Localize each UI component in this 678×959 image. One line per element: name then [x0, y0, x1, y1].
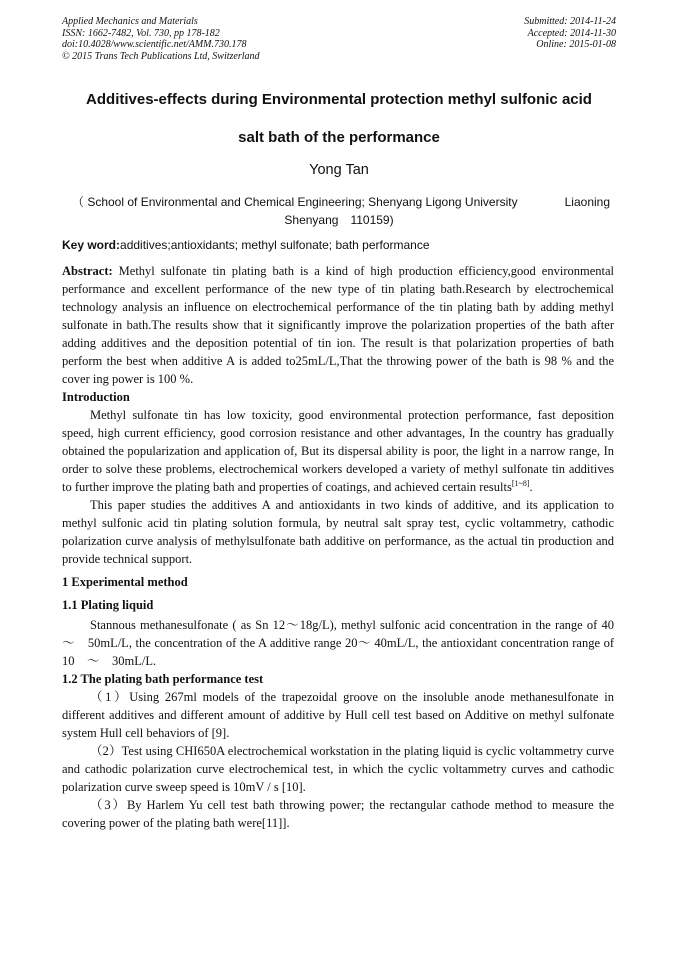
introduction-paragraph-2: This paper studies the additives A and antioxidants in two kinds of additive, and its application to methyl sulfonic acid tin plating solution formula, by neutral salt spray test, cyclic voltammetry, cathodic polarization curve analysis of methylsulfonate bath additive on performance, as the actual tin production and provide technical support.	[62, 498, 614, 566]
abstract-label: Abstract:	[62, 264, 113, 278]
paper-body	[62, 262, 627, 832]
journal-info	[62, 16, 260, 62]
subsection-1-2-heading: 1.2 The plating bath performance test	[62, 672, 264, 686]
affiliation-institution: （ School of Environmental and Chemical Engineering; Shenyang Ligong University	[72, 195, 518, 209]
author-name: Yong Tan	[309, 162, 369, 178]
citation-ref: [1~8]	[511, 478, 530, 488]
abstract	[62, 262, 614, 388]
affiliation-province: Liaoning	[564, 195, 610, 209]
abstract-text: Methyl sulfonate tin plating bath is a kind of high production efficiency,good environmental performance and excellent performance of the new type of tin plating bath.Research by electrochemical technology analysis an influence on electrochemical performance of the tin plating bath by adding methyl sulfonate in bath.The results show that it significantly improve the polarization properties of the bath after adding additives and the deposition potential of tin ion. The result is that polarization properties of bath perform the best when additive A is added to25mL/L,That the throwing power of the bath is 98 % and the cover ing power is 100 %.	[62, 264, 614, 386]
subsection-1-1-heading: 1.1 Plating liquid	[62, 598, 154, 612]
test-item-3: （3）By Harlem Yu cell test bath throwing power; the rectangular cathode method to measure the covering power of the plating bath were[11]].	[62, 798, 614, 830]
test-item-2: （2）Test using CHI650A electrochemical workstation in the plating liquid is cyclic voltammetry curve and cathodic polarization curve electrochemical test, in which the cyclic voltammetry curves and cathodic polarization curve sweep speed is 10mV / s [10].	[62, 744, 614, 794]
introduction-heading: Introduction	[62, 390, 130, 404]
keywords-label: Key word:	[62, 238, 121, 252]
introduction-paragraph-1	[62, 406, 614, 496]
accepted-date: Accepted: 2014-11-30	[527, 27, 616, 39]
journal-doi: doi:10.4028/www.scientific.net/AMM.730.178	[62, 39, 247, 50]
keywords-text: additives;antioxidants; methyl sulfonate; bath performance	[120, 238, 430, 252]
affiliation	[62, 193, 616, 229]
keywords	[62, 238, 616, 252]
submitted-date: Submitted: 2014-11-24	[524, 16, 616, 27]
section-1-heading: 1 Experimental method	[62, 575, 188, 589]
title-line-2: salt bath of the performance	[238, 129, 440, 146]
test-item-1: （1）Using 267ml models of the trapezoidal groove on the insoluble anode methanesulfonate in different additives and different amount of additive by Hull cell test based on Additive on methyl sulfonate system Hull cell behaviors of [9].	[62, 690, 614, 740]
introduction-p1-text: Methyl sulfonate tin has low toxicity, good environmental protection performance, fast deposition speed, high current efficiency, good corrosion resistance and other advantages, In the country has gradually obtained the popularization and application of, But its dispersal ability is poor, the light in a narrow range, In order to solve these problems, electrochemical workers developed a variety of methyl sulfonate tin additives to further improve the plating bath and properties of coatings, and achieved certain results	[62, 408, 614, 494]
journal-name: Applied Mechanics and Materials	[62, 16, 198, 27]
title-line-1: Additives-effects during Environmental protection methyl sulfonic acid	[86, 91, 592, 108]
online-date: Online: 2015-01-08	[536, 39, 616, 50]
introduction-p1-end: .	[529, 480, 533, 494]
submission-dates	[524, 16, 616, 51]
journal-issn: ISSN: 1662-7482, Vol. 730, pp 178-182	[62, 27, 220, 39]
plating-liquid-paragraph: Stannous methanesulfonate ( as Sn 12～18g/L), methyl sulfonic acid concentration in the range of 40 ～ 50mL/L, the concentration of the A additive range 20～ 40mL/L, the antioxidant concentration range of 10 ～ 30mL/L.	[62, 618, 627, 668]
affiliation-line-1	[62, 193, 616, 211]
affiliation-line-2: Shenyang 110159)	[284, 213, 394, 227]
journal-copyright: © 2015 Trans Tech Publications Ltd, Switzerland	[62, 50, 260, 62]
